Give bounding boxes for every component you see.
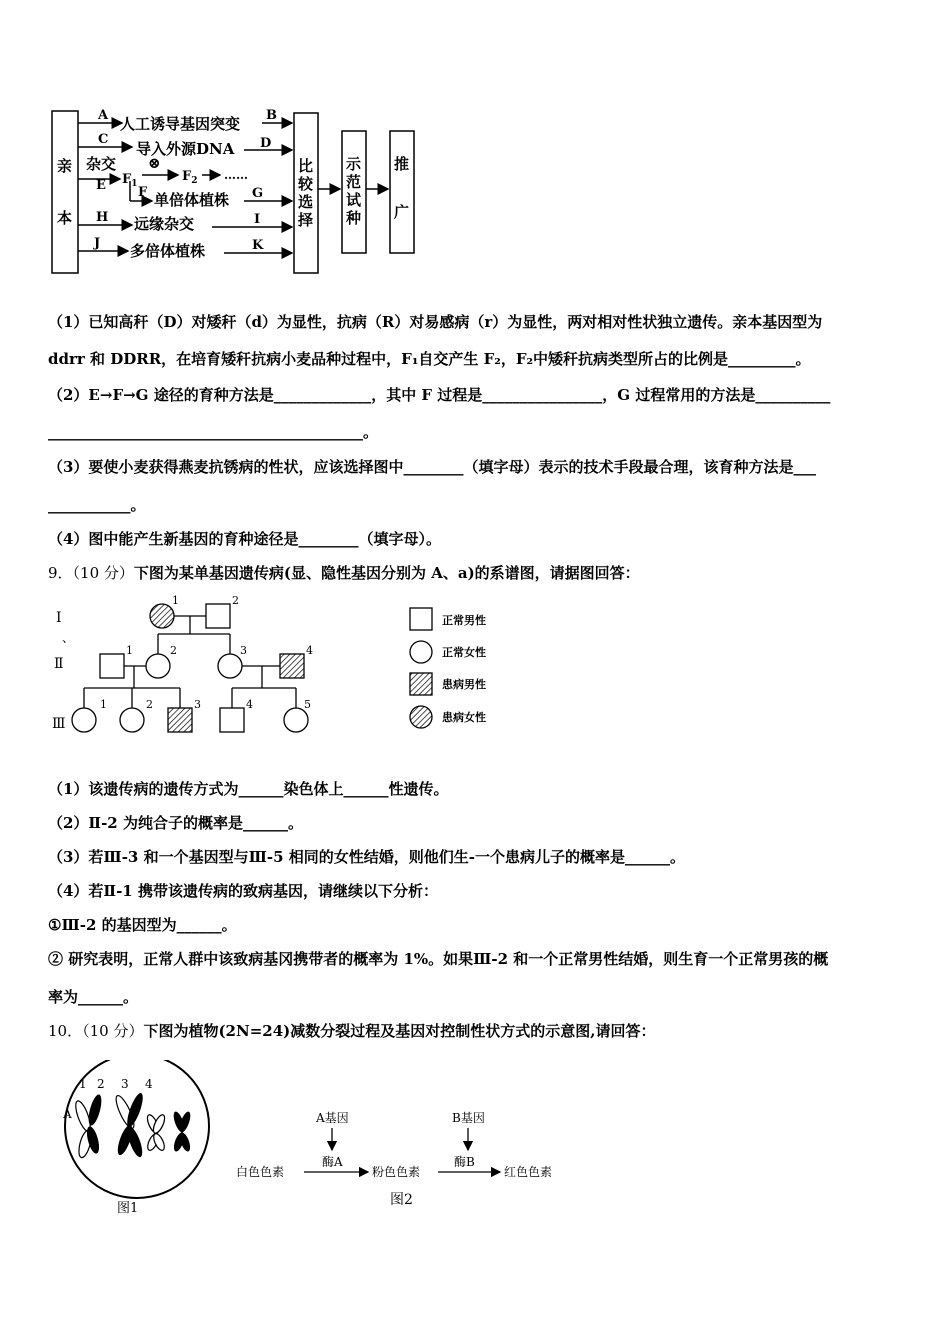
q10-number: 10．（10 分） (48, 1022, 144, 1040)
legend-normal-female: 正常女性 (442, 646, 486, 659)
q9-number: 9．（10 分） (48, 564, 134, 582)
pedigree-i2-label: 2 (232, 594, 239, 607)
q8-part4: （4）图中能产生新基因的育种途径是________（填字母）。 (48, 530, 441, 548)
figure-1-cell (55, 1060, 225, 1220)
cross-symbol: ⊗ (148, 154, 161, 172)
pedigree-iii3-affected-male (168, 708, 192, 732)
q8-part2-line2: __________________________________________。 (48, 423, 379, 441)
red-pigment: 红色色素 (504, 1165, 553, 1179)
pedigree-iii2-normal-female (120, 708, 144, 732)
chrom-label-1: 1 (79, 1077, 87, 1091)
q9-part4b-line2: 率为______。 (48, 988, 139, 1006)
pedigree-iii1-label: 1 (100, 698, 107, 711)
chromosome-pair-3 (113, 1091, 146, 1158)
legend-normal-male: 正常男性 (442, 614, 486, 627)
pedigree-ii1-normal-male (100, 654, 124, 678)
demo-char-2: 范 (346, 173, 362, 191)
chromosome-small-outlined (145, 1113, 167, 1152)
pedigree-iii3-label: 3 (194, 698, 201, 711)
compare-char-3: 选 (298, 193, 314, 211)
demo-char-3: 试 (346, 191, 362, 209)
pedigree-ii3-normal-female (218, 654, 242, 678)
distant-label: 远缘杂交 (134, 215, 195, 233)
pedigree-ii2-label: 2 (170, 644, 177, 657)
gene-a-text: A基因 (316, 1111, 349, 1125)
q9-part3: （3）若Ⅲ-3 和一个基因型与Ⅲ-5 相同的女性结婚，则他们生-一个患病儿子的概率是______。 (48, 848, 685, 866)
q8-part2-line1: （2）E→F→G 途径的育种方法是_____________，其中 F 过程是________________，G 过程常用的方法是__________ (48, 386, 831, 404)
pink-pigment: 粉色色素 (372, 1165, 421, 1179)
q8-part3-line2: ___________。 (48, 496, 146, 514)
parent-box (52, 111, 78, 273)
legend-affected-male: 患病男性 (442, 678, 486, 691)
q9-part4b-line1: ② 研究表明，正常人群中该致病基冈携带者的概率为 1%。如果Ⅲ-2 和一个正常男性结婚，则生育一个正常男孩的概 (48, 950, 829, 968)
polyploid-label: 多倍体植株 (130, 242, 206, 260)
gen-ii-label: Ⅱ (54, 656, 64, 672)
f2-dots: …… (224, 168, 248, 182)
pedigree-i1-affected-female (150, 604, 174, 628)
demo-char-1: 示 (346, 155, 362, 173)
label-h: H (96, 210, 109, 225)
mutation-label: 人工诱导基因突变 (120, 115, 241, 133)
gen-separator: 、 (62, 631, 75, 645)
q8-part1-line1: （1）已知高秆（D）对矮秆（d）为显性，抗病（R）对易感病（r）为显性，两对相对性状独立遗传。亲本基因型为 (48, 313, 823, 331)
legend-normal-female-icon (410, 641, 432, 663)
enzyme-b-text: 酶B (454, 1155, 475, 1169)
label-k: K (252, 238, 264, 253)
compare-char-2: 较 (298, 175, 314, 193)
pedigree-iii2-label: 2 (146, 698, 153, 711)
haploid-label: 单倍体植株 (154, 191, 230, 209)
pedigree-ii2-normal-female (146, 654, 170, 678)
label-a: A (98, 108, 109, 123)
chromosome-small-solid (171, 1110, 192, 1152)
pedigree-iii5-normal-female (284, 708, 308, 732)
pedigree-chart (48, 590, 508, 750)
label-g: G (252, 186, 264, 201)
q9-part4: （4）若Ⅱ-1 携带该遗传病的致病基因，请继续以下分析： (48, 882, 438, 900)
pedigree-i2-normal-male (206, 604, 230, 628)
f2-label: $F_2$ (182, 169, 198, 186)
figure-2-pathway (232, 1104, 572, 1214)
cross-label: 杂交 (86, 155, 117, 173)
promote-char-1: 推 (394, 155, 410, 173)
label-i: I (254, 212, 261, 227)
legend-affected-male-icon (410, 673, 432, 695)
chrom-label-2: 2 (97, 1077, 105, 1091)
pedigree-iii4-normal-male (220, 708, 244, 732)
label-d: D (260, 136, 272, 151)
compare-char-4: 择 (298, 211, 314, 229)
q10-heading (48, 1020, 655, 1041)
dna-label: 导入外源DNA (136, 140, 235, 158)
legend-affected-female: 患病女性 (442, 711, 486, 724)
pedigree-iii1-normal-female (72, 708, 96, 732)
q9-part4a: ①Ⅲ-2 的基因型为______。 (48, 916, 237, 934)
gene-b-text: B基因 (452, 1111, 485, 1125)
breeding-diagram (48, 105, 428, 277)
gen-i-label: Ⅰ (56, 610, 62, 626)
white-pigment: 白色色素 (236, 1165, 285, 1179)
label-j: J (94, 236, 101, 251)
label-b: B (266, 108, 277, 123)
pedigree-iii4-label: 4 (246, 698, 253, 711)
q10-title: 下图为植物(2N=24)减数分裂过程及基因对控制性状方式的示意图,请回答： (143, 1022, 656, 1040)
promote-char-2: 广 (394, 203, 410, 221)
legend-affected-female-icon (410, 706, 432, 728)
q8-part1-line2: ddrr 和 DDRR，在培育矮秆抗病小麦品种过程中，F₁自交产生 F₂，F₂中矮秆抗病类型所占的比例是_________。 (48, 350, 811, 368)
chrom-label-3: 3 (121, 1077, 129, 1091)
pedigree-ii4-label: 4 (306, 644, 313, 657)
pedigree-iii5-label: 5 (304, 698, 311, 711)
label-c: C (98, 132, 109, 147)
chrom-label-4: 4 (145, 1077, 153, 1091)
promote-box (390, 131, 414, 253)
label-f: F (138, 185, 148, 200)
parent-label-1: 亲 (57, 157, 73, 175)
parent-label-2: 本 (57, 209, 73, 227)
pedigree-ii1-label: 1 (126, 644, 133, 657)
figure-2-caption: 图2 (390, 1192, 413, 1208)
legend-normal-male-icon (410, 608, 432, 630)
pedigree-ii4-affected-male (280, 654, 304, 678)
pedigree-i1-label: 1 (172, 594, 179, 607)
gene-a-label: A (63, 1107, 72, 1121)
q9-part2: （2）Ⅱ-2 为纯合子的概率是______。 (48, 814, 303, 832)
label-e: E (96, 178, 106, 193)
q8-part3-line1: （3）要使小麦获得燕麦抗锈病的性状，应该选择图中________（填字母）表示的技术手段最合理，该育种方法是___ (48, 458, 816, 476)
q9-part1: （1）该遗传病的遗传方式为______染色体上______性遗传。 (48, 780, 449, 798)
gen-iii-label: Ⅲ (52, 716, 66, 732)
q9-heading (48, 562, 640, 583)
enzyme-a-text: 酶A (322, 1155, 343, 1169)
chromosome-pair-1-2 (73, 1093, 104, 1159)
f1-label: $F_1$ (122, 172, 138, 189)
demo-char-4: 种 (346, 209, 362, 227)
compare-char-1: 比 (298, 157, 314, 175)
q9-title: 下图为某单基因遗传病(显、隐性基因分别为 A、a)的系谱图，请据图回答： (133, 564, 640, 582)
figure-1-caption: 图1 (117, 1201, 139, 1216)
pedigree-ii3-label: 3 (240, 644, 247, 657)
